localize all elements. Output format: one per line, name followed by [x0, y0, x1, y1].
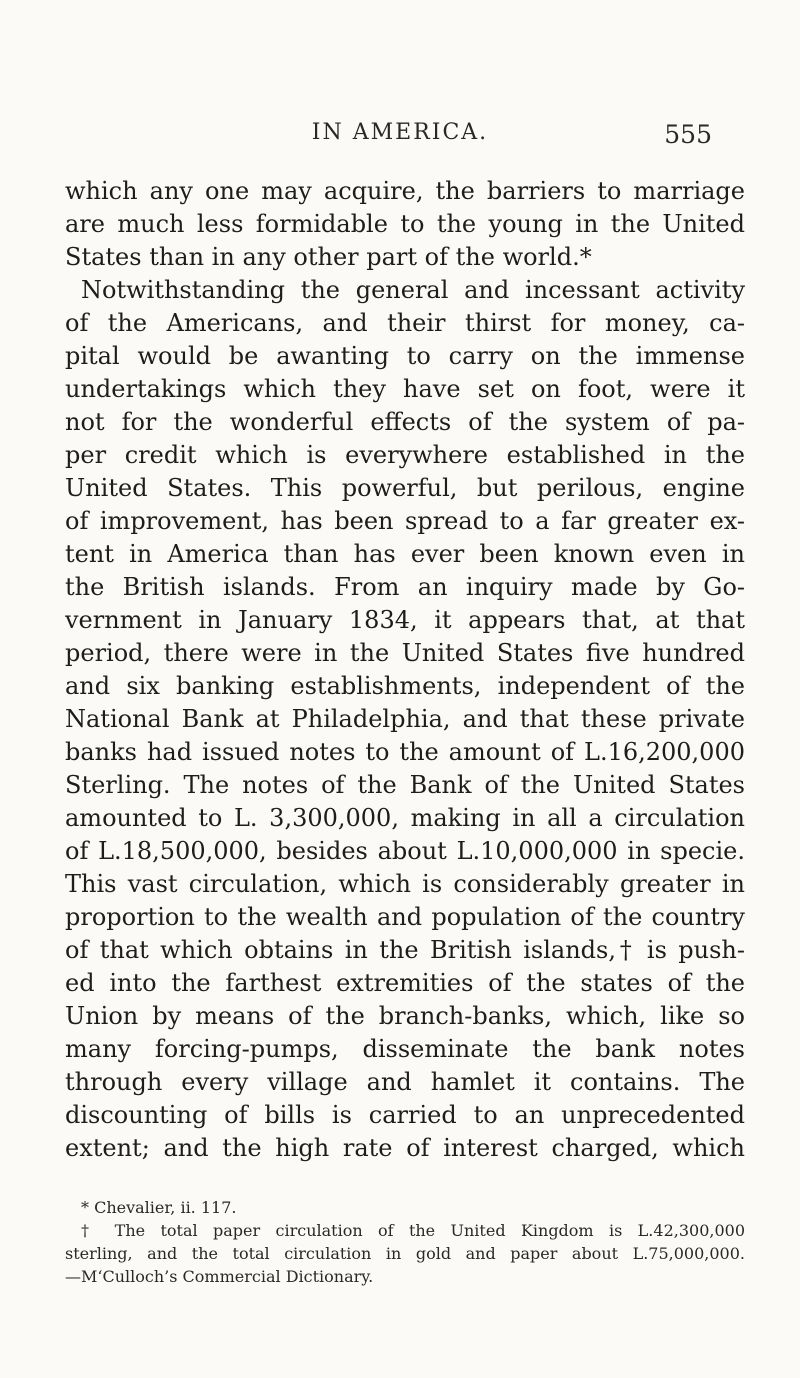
footnote-line: † The total paper circulation of the United Kingdom is L.42,300,000: [81, 1221, 745, 1240]
text-line: not for the wonderful effects of the system of pa-: [65, 408, 745, 436]
text-line: pital would be awanting to carry on the immense: [65, 342, 745, 370]
text-line: States than in any other part of the world.*: [65, 243, 592, 271]
text-line: proportion to the wealth and population of the country: [65, 903, 745, 931]
text-line: tent in America than has ever been known even in: [65, 540, 745, 568]
text-line: of improvement, has been spread to a far greater ex-: [65, 507, 745, 535]
text-line: period, there were in the United States five hundred: [65, 639, 745, 667]
footnotes: [65, 1196, 745, 1288]
text-line: through every village and hamlet it contains. The: [65, 1068, 745, 1096]
body-text: [65, 175, 745, 1165]
text-line: Sterling. The notes of the Bank of the United States: [65, 771, 745, 799]
text-line: extent; and the high rate of interest charged, which: [65, 1134, 745, 1162]
text-line: ed into the farthest extremities of the states of the: [65, 969, 745, 997]
text-line: This vast circulation, which is considerably greater in: [65, 870, 745, 898]
text-line: National Bank at Philadelphia, and that these private: [65, 705, 745, 733]
text-line: of that which obtains in the British islands,† is push-: [65, 936, 745, 964]
text-line: undertakings which they have set on foot, were it: [65, 375, 745, 403]
text-line: amounted to L. 3,300,000, making in all a circulation: [65, 804, 745, 832]
page-number: 555: [664, 120, 712, 149]
text-line: banks had issued notes to the amount of L.16,200,000: [65, 738, 745, 766]
text-line: Notwithstanding the general and incessant activity: [81, 276, 745, 304]
text-line: United States. This powerful, but perilous, engine: [65, 474, 745, 502]
text-line: discounting of bills is carried to an unprecedented: [65, 1101, 745, 1129]
text-line: Union by means of the branch-banks, which, like so: [65, 1002, 745, 1030]
text-line: of the Americans, and their thirst for money, ca-: [65, 309, 745, 337]
running-head: [0, 120, 800, 160]
text-line: many forcing-pumps, disseminate the bank notes: [65, 1035, 745, 1063]
footnote-line: sterling, and the total circulation in gold and paper about L.75,000,000.: [65, 1244, 745, 1263]
text-line: the British islands. From an inquiry made by Go-: [65, 573, 745, 601]
text-line: vernment in January 1834, it appears that, at that: [65, 606, 745, 634]
footnote-line: * Chevalier, ii. 117.: [81, 1198, 237, 1217]
running-title: IN AMERICA.: [311, 120, 489, 145]
text-line: which any one may acquire, the barriers to marriage: [65, 177, 745, 205]
text-line: and six banking establishments, independent of the: [65, 672, 745, 700]
text-line: are much less formidable to the young in the United: [65, 210, 745, 238]
text-line: of L.18,500,000, besides about L.10,000,000 in specie.: [65, 837, 745, 865]
text-line: per credit which is everywhere established in the: [65, 441, 745, 469]
footnote-line: —M‘Culloch’s Commercial Dictionary.: [65, 1267, 374, 1286]
